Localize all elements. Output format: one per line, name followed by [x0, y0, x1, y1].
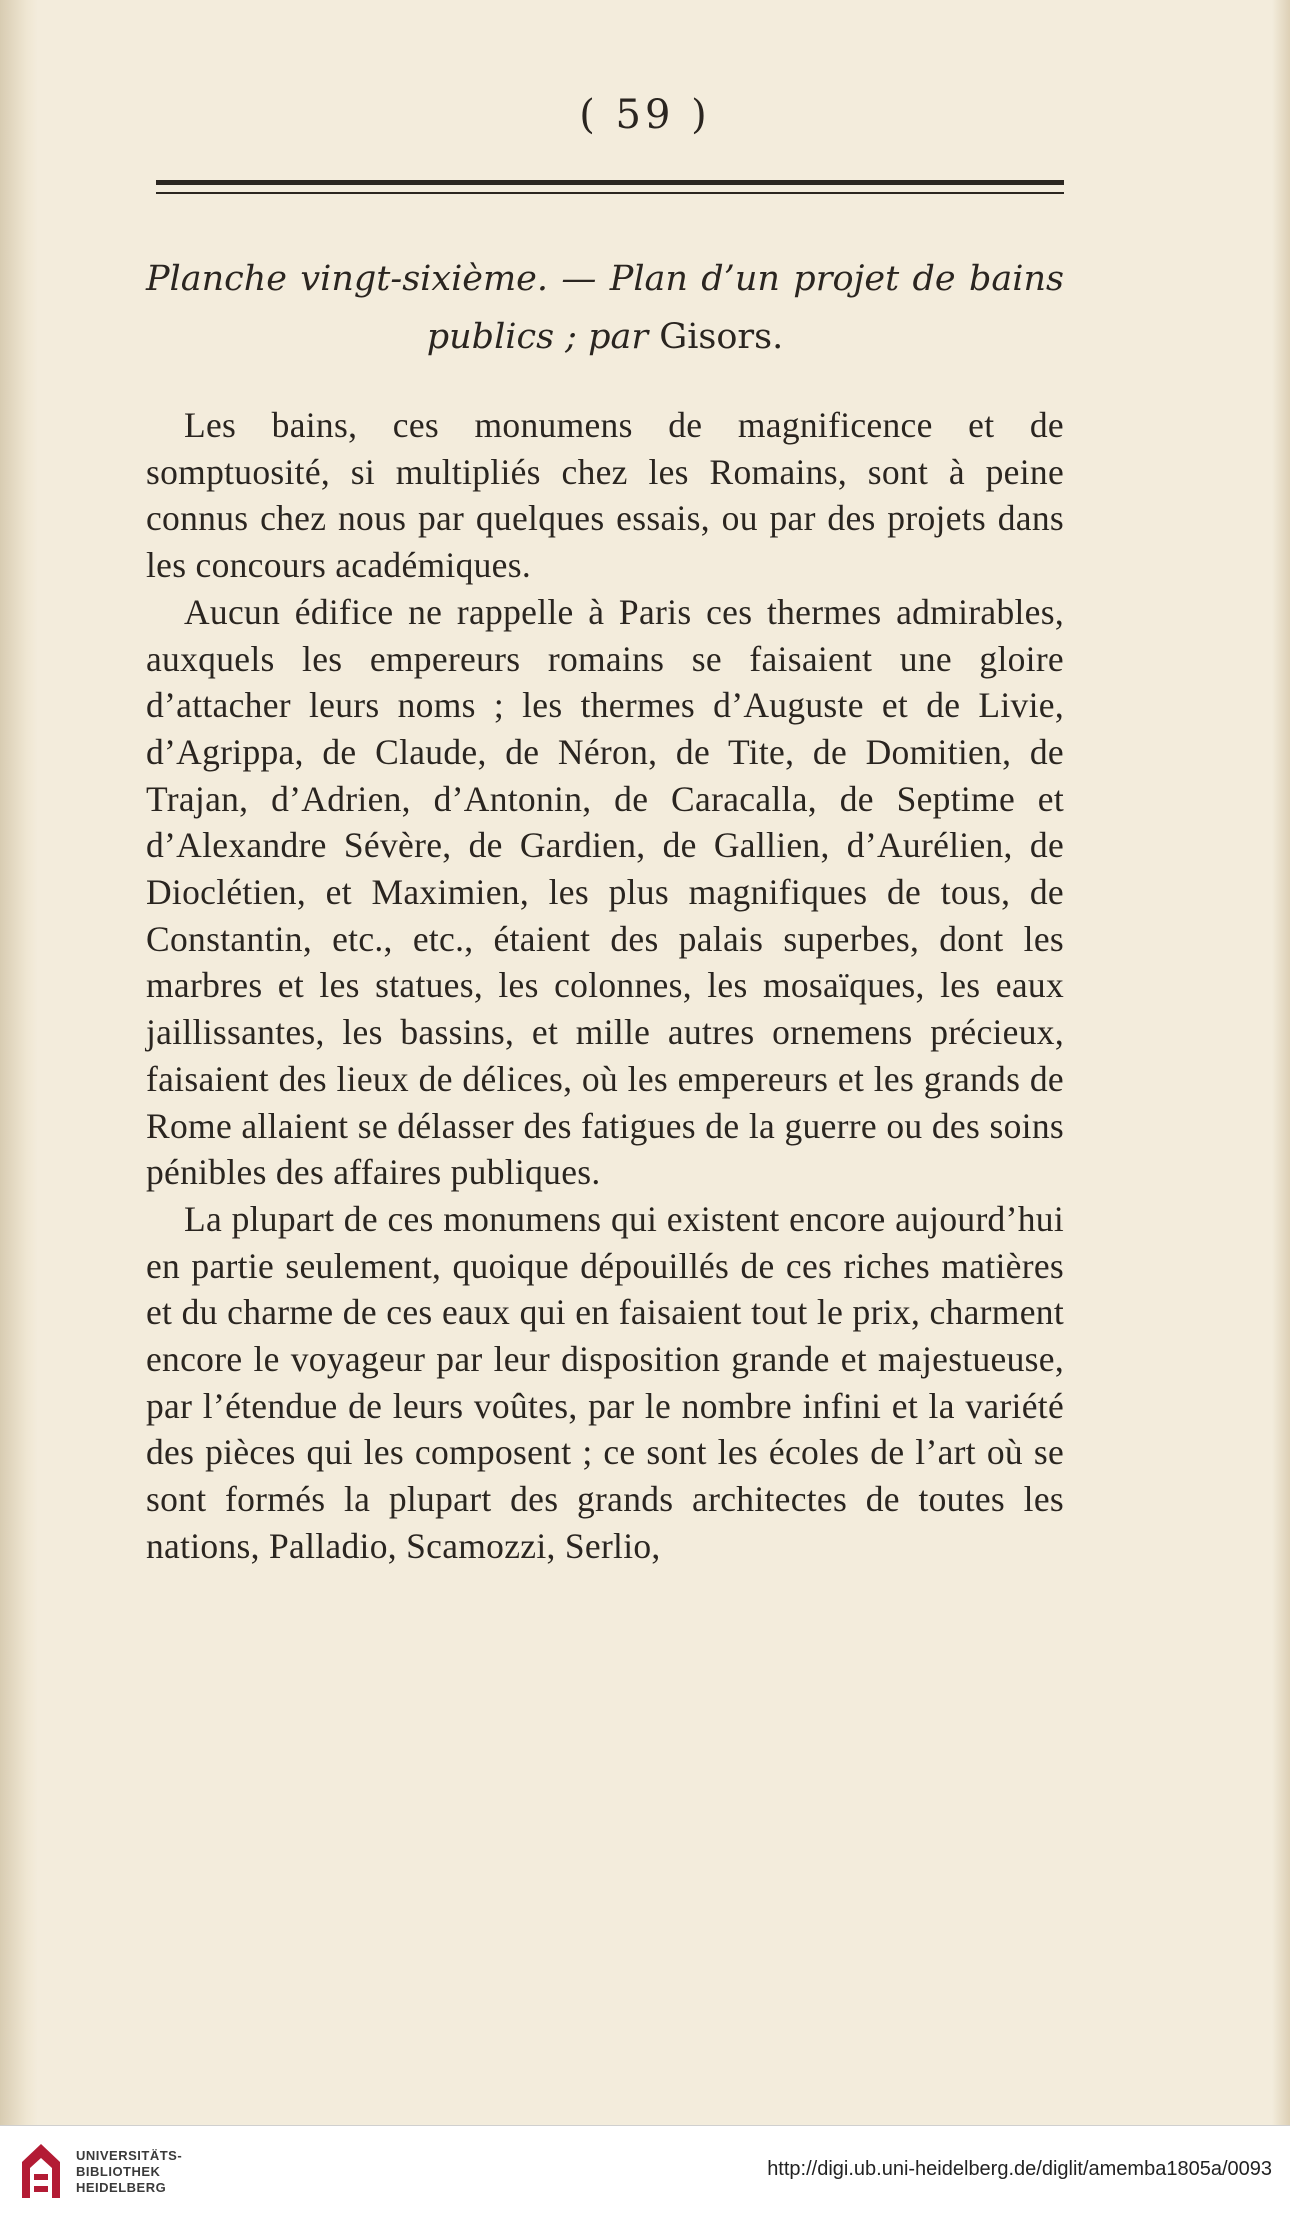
- paragraph-1: Les bains, ces monumens de magnificence et de somptuosité, si multipliés chez les Romains, sont à peine connus chez nous par quelques essais, ou par des projets dans les concours académiques.: [146, 405, 1064, 586]
- page-number: ( 59 ): [579, 92, 711, 138]
- library-name[interactable]: [76, 2148, 182, 2196]
- library-name-line-1: UNIVERSITÄTS-: [76, 2148, 183, 2163]
- header-rule-thick: [156, 180, 1064, 185]
- heading-text: Planche vingt-sixième. — Plan d’un projet de bains publics ; par: [146, 259, 1064, 357]
- library-name-line-2: BIBLIOTHEK: [76, 2164, 161, 2179]
- university-logo-icon[interactable]: [14, 2140, 68, 2206]
- paragraph-3: La plupart de ces monumens qui existent encore aujourd’hui en partie seulement, quoique dépouillés de ces riches matières et du charme de ces eaux qui en faisaient tout le prix, charment encore le voyageur par leur disposition grande et majestueuse, par l’étendue de leurs voûtes, par le nombre infini et la variété des pièces qui les composent ; ce sont les écoles de l’art où se sont formés la plupart des grands architectes de toutes les nations, Palladio, Scamozzi, Serlio,: [146, 1198, 1064, 1566]
- body-text: [146, 402, 1064, 1570]
- header-rule-thin: [156, 192, 1064, 194]
- binding-shadow: [0, 0, 38, 2125]
- page-edge: [1272, 0, 1290, 2125]
- footer-bar: [0, 2125, 1290, 2220]
- permalink-url[interactable]: http://digi.ub.uni-heidelberg.de/diglit/amemba1805a/0093: [767, 2158, 1272, 2180]
- paragraph-2: Aucun édifice ne rappelle à Paris ces thermes admirables, auxquels les empereurs romains se faisaient une gloire d’attacher leurs noms ; les thermes d’Auguste et de Livie, d’Agrippa, de Claude, de Néron, de Tite, de Domitien, de Trajan, d’Adrien, d’Antonin, de Caracalla, de Septime et d’Alexandre Sévère, de Gardien, de Gallien, d’Aurélien, de Dioclétien, et Maximien, les plus magnifiques de tous, de Constantin, etc., etc., étaient des palais superbes, dont les marbres et les statues, les colonnes, les mosaïques, les eaux jaillissantes, les bassins, et mille autres ornemens précieux, faisaient des lieux de délices, où les empereurs et les grands de Rome allaient se délasser des fatigues de la guerre ou des soins pénibles des affaires publiques.: [146, 591, 1064, 1193]
- library-name-line-3: HEIDELBERG: [76, 2180, 167, 2195]
- heading-author: Gisors.: [659, 317, 784, 357]
- plate-heading: [146, 250, 1064, 366]
